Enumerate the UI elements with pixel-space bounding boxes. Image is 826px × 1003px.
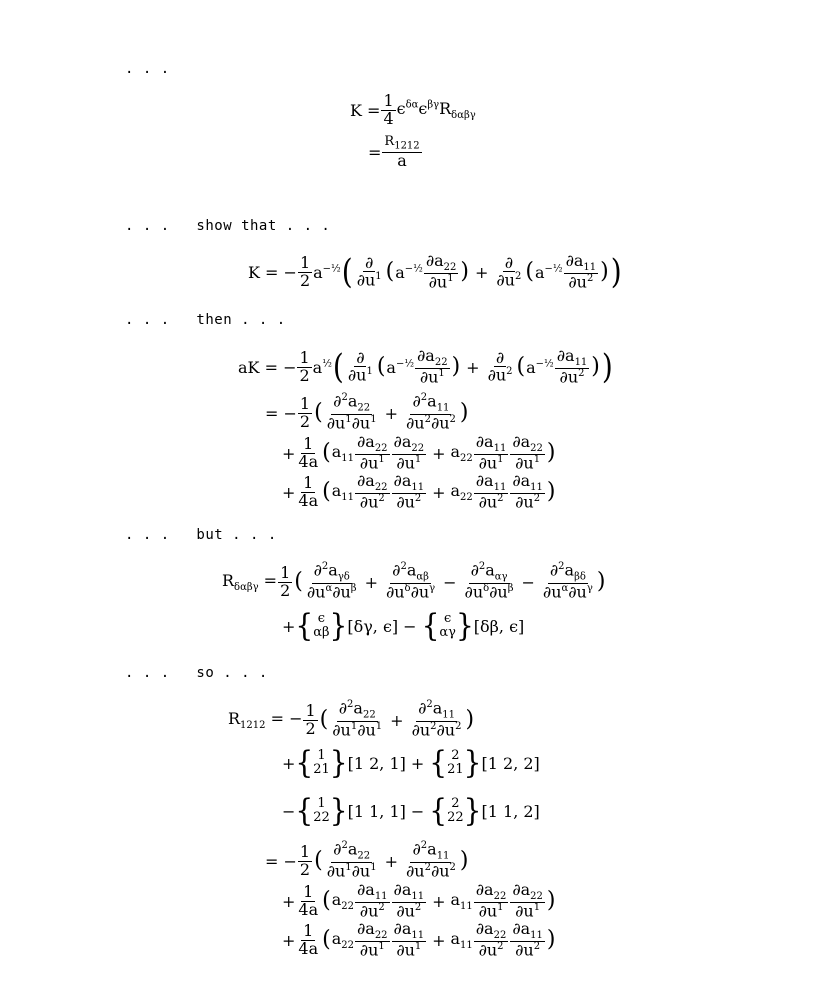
text-but: . . . but . . .	[125, 527, 277, 543]
text-show-that: . . . show that . . .	[125, 218, 331, 234]
text-so: . . . so . . .	[125, 665, 268, 681]
ellipsis-top: . . .	[125, 61, 170, 77]
text-then: . . . then . . .	[125, 312, 286, 328]
